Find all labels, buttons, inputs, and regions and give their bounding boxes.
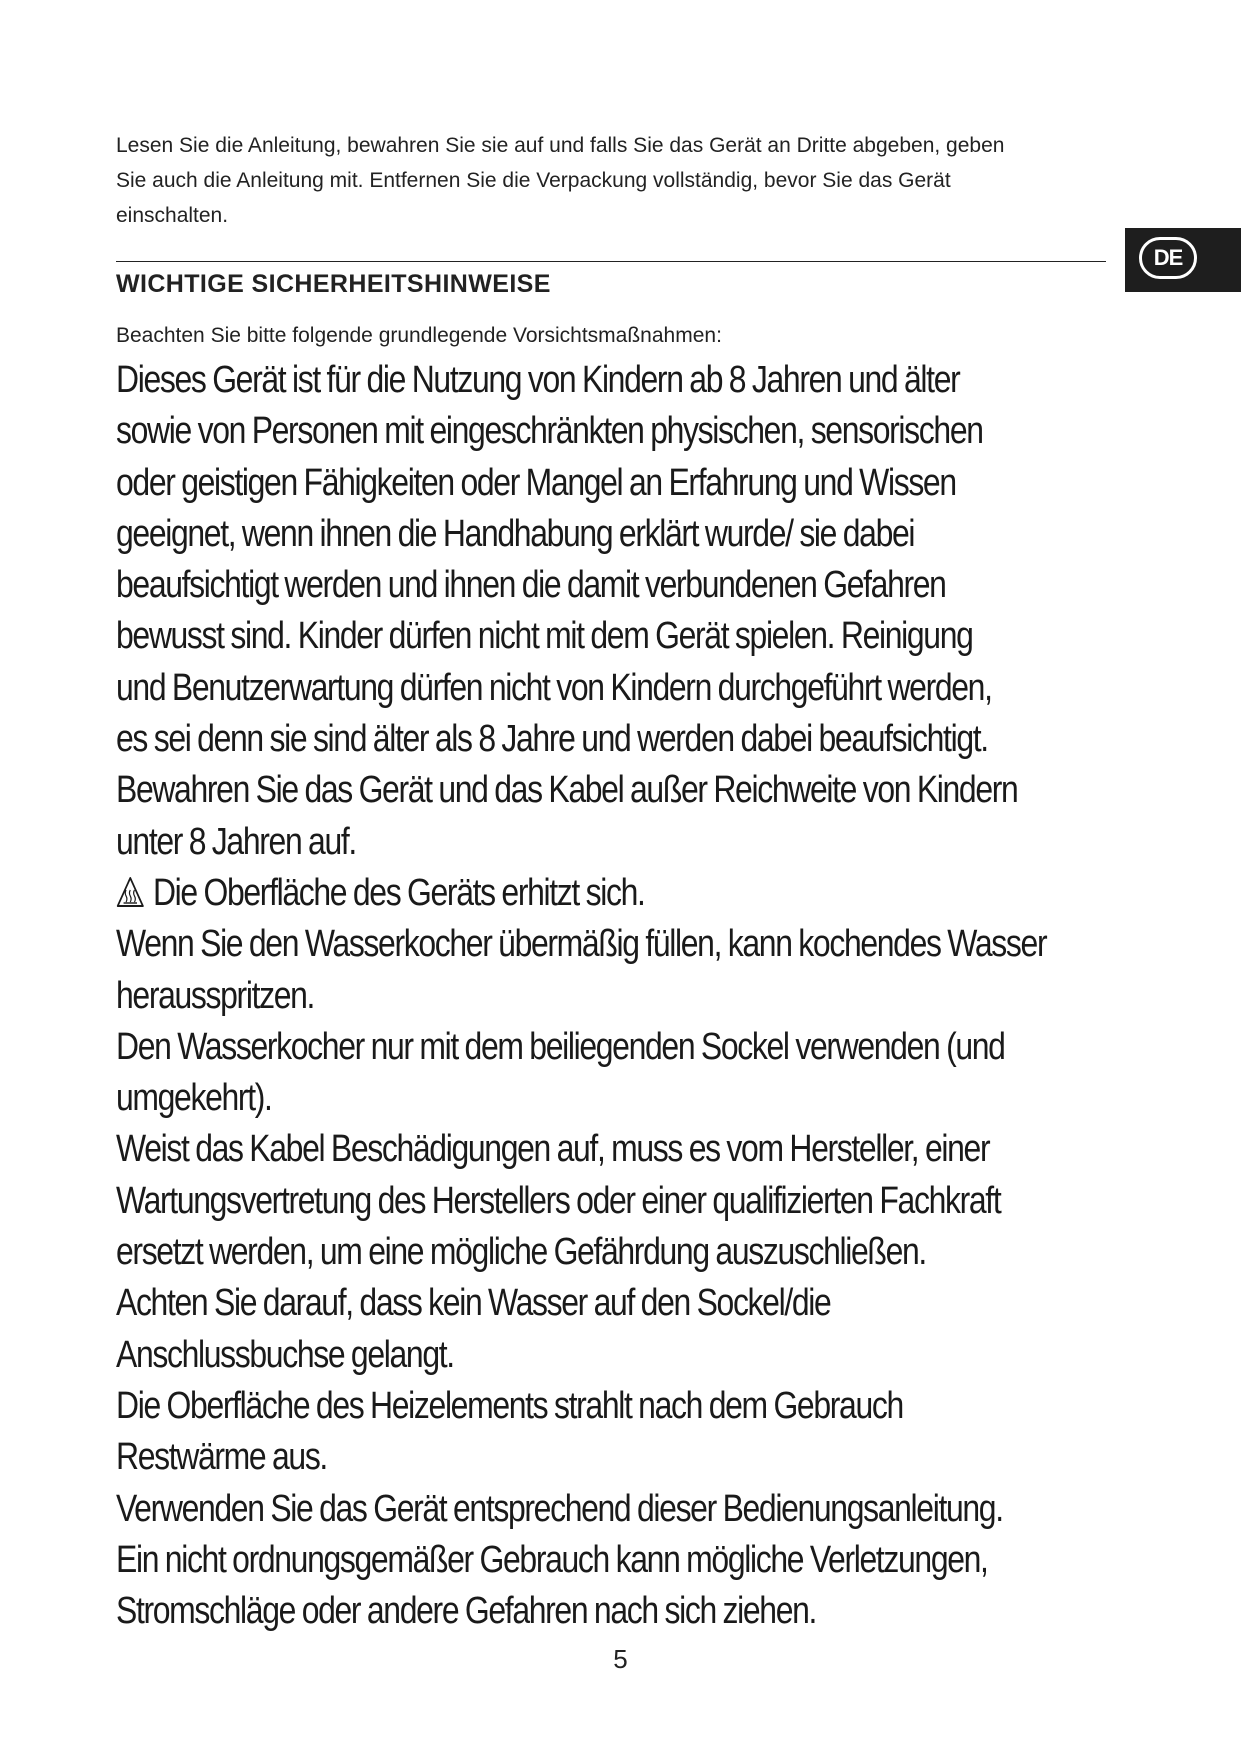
body-line: und Benutzerwartung dürfen nicht von Kindern durchgeführt werden, [116, 666, 992, 709]
body-line: Ein nicht ordnungsgemäßer Gebrauch kann mögliche Verletzungen, [116, 1538, 988, 1581]
safety-instructions [116, 355, 1166, 1637]
body-line: Die Oberfläche des Geräts erhitzt sich. [152, 871, 645, 914]
body-line: beaufsichtigt werden und ihnen die damit verbundenen Gefahren [116, 564, 946, 607]
intro-line: Sie auch die Anleitung mit. Entfernen Sie die Verpackung vollständig, bevor Sie das Gerät [116, 169, 951, 192]
body-line: ersetzt werden, um eine mögliche Gefährdung auszuschließen. [116, 1231, 926, 1274]
body-line: Dieses Gerät ist für die Nutzung von Kindern ab 8 Jahren und älter [116, 359, 960, 401]
body-line: Wenn Sie den Wasserkocher übermäßig füllen, kann kochendes Wasser [116, 923, 1047, 966]
body-line: umgekehrt). [116, 1077, 272, 1120]
body-line: Weist das Kabel Beschädigungen auf, muss es vom Hersteller, einer [116, 1128, 990, 1171]
language-tab [1125, 228, 1241, 292]
body-line: Stromschläge oder andere Gefahren nach sich ziehen. [116, 1590, 817, 1633]
body-line: Restwärme aus. [116, 1436, 327, 1479]
language-badge: DE [1139, 237, 1197, 279]
body-line: Anschlussbuchse gelangt. [116, 1333, 454, 1376]
body-line: sowie von Personen mit eingeschränkten physischen, sensorischen [116, 410, 983, 453]
body-line: Achten Sie darauf, dass kein Wasser auf den Sockel/die [116, 1282, 831, 1325]
intro-paragraph [116, 128, 1106, 233]
body-line: es sei denn sie sind älter als 8 Jahre und werden dabei beaufsichtigt. [116, 718, 988, 761]
body-line: Die Oberfläche des Heizelements strahlt nach dem Gebrauch [116, 1384, 903, 1427]
page-number: 5 [613, 1644, 628, 1674]
body-line: Den Wasserkocher nur mit dem beiliegenden Sockel verwenden (und [116, 1025, 1005, 1068]
hot-surface-warning-icon [116, 876, 145, 908]
body-line: oder geistigen Fähigkeiten oder Mangel an Erfahrung und Wissen [116, 461, 956, 504]
body-line: Bewahren Sie das Gerät und das Kabel außer Reichweite von Kindern [116, 769, 1018, 812]
body-line: herausspritzen. [116, 974, 315, 1017]
intro-line: einschalten. [116, 204, 229, 227]
body-line: Wartungsvertretung des Herstellers oder einer qualifizierten Fachkraft [116, 1179, 1001, 1222]
body-line: Verwenden Sie das Gerät entsprechend dieser Bedienungsanleitung. [116, 1487, 1003, 1530]
intro-line: Lesen Sie die Anleitung, bewahren Sie sie auf und falls Sie das Gerät an Dritte abgeben, geben [116, 134, 1005, 157]
body-line: geeignet, wenn ihnen die Handhabung erklärt wurde/ sie dabei [116, 512, 915, 555]
section-divider [116, 261, 1106, 262]
body-line: bewusst sind. Kinder dürfen nicht mit dem Gerät spielen. Reinigung [116, 615, 973, 658]
body-line: unter 8 Jahren auf. [116, 820, 356, 863]
section-subheading: Beachten Sie bitte folgende grundlegende Vorsichtsmaßnahmen: [116, 324, 722, 347]
section-heading: WICHTIGE SICHERHEITSHINWEISE [116, 270, 551, 298]
hot-surface-warning-line [116, 868, 998, 919]
